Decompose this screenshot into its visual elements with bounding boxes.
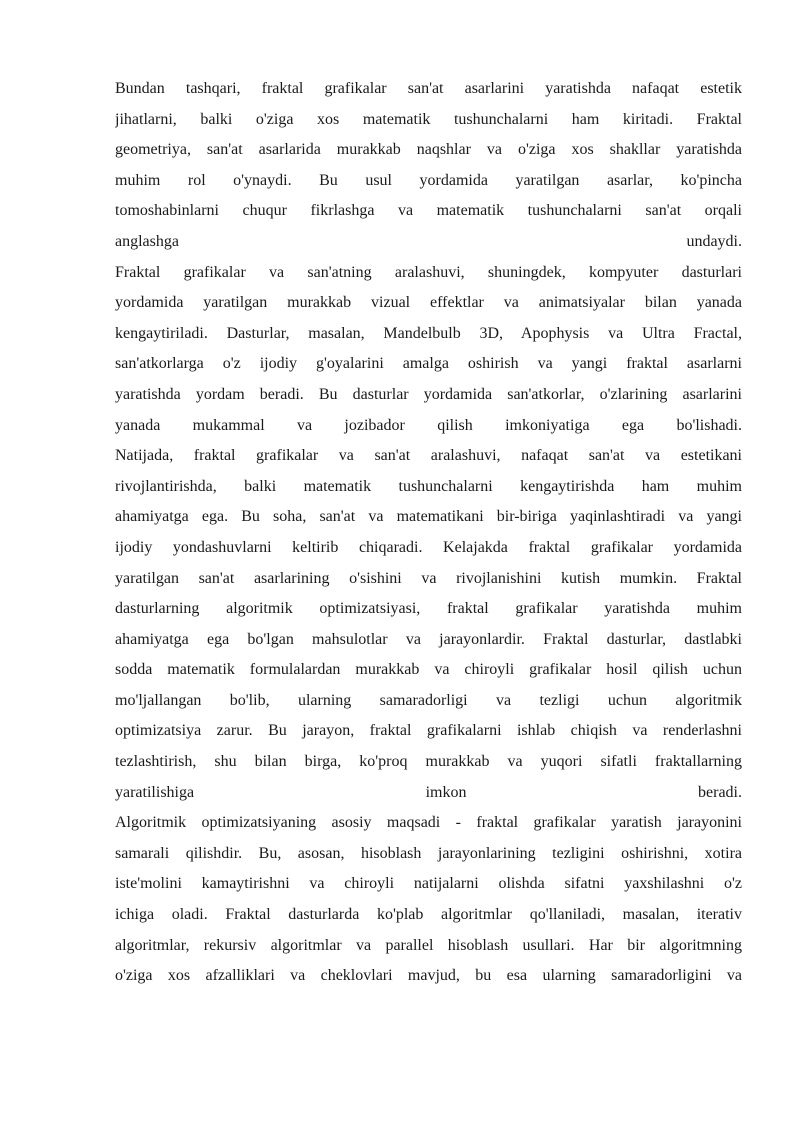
text-line: o'ziga xos afzalliklari va cheklovlari mavjud, bu esa ularning samaradorligini va	[115, 967, 742, 985]
text-line: mo'ljallangan bo'lib, ularning samaradorligi va tezligi uchun algoritmik	[115, 691, 742, 709]
text-line: ahamiyatga ega. Bu soha, san'at va matematikani bir-biriga yaqinlashtiradi va yangi	[115, 508, 742, 526]
text-line: ichiga oladi. Fraktal dasturlarda ko'plab algoritmlar qo'llaniladi, masalan, iterativ	[115, 906, 742, 924]
text-line: yordamida yaratilgan murakkab vizual effektlar va animatsiyalar bilan yanada	[115, 294, 742, 312]
text-line: yaratishda yordam beradi. Bu dasturlar yordamida san'atkorlar, o'zlarining asarlarini	[115, 385, 742, 403]
text-line: algoritmlar, rekursiv algoritmlar va parallel hisoblash usullari. Har bir algoritmning	[115, 936, 742, 954]
text-line: tomoshabinlarni chuqur fikrlashga va matematik tushunchalarni san'at orqali	[115, 202, 742, 220]
text-line: iste'molini kamaytirishni va chiroyli natijalarni olishda sifatni yaxshilashni o'z	[115, 875, 742, 893]
text-line: yanada mukammal va jozibador qilish imkoniyatiga ega bo'lishadi.	[115, 416, 742, 434]
text-line: yaratilgan san'at asarlarining o'sishini va rivojlanishini kutish mumkin. Fraktal	[115, 569, 742, 587]
document-body-text	[115, 74, 742, 992]
text-line: Natijada, fraktal grafikalar va san'at aralashuvi, nafaqat san'at va estetikani	[115, 447, 742, 465]
text-line: Fraktal grafikalar va san'atning aralashuvi, shuningdek, kompyuter dasturlari	[115, 263, 742, 281]
text-line: yaratilishiga imkon beradi.	[115, 783, 742, 801]
text-line: muhim rol o'ynaydi. Bu usul yordamida yaratilgan asarlar, ko'pincha	[115, 171, 742, 189]
text-line: rivojlantirishda, balki matematik tushunchalarni kengaytirishda ham muhim	[115, 477, 742, 495]
text-line: jihatlarni, balki o'ziga xos matematik tushunchalarni ham kiritadi. Fraktal	[115, 110, 742, 128]
text-line: samarali qilishdir. Bu, asosan, hisoblash jarayonlarining tezligini oshirishni, xotira	[115, 844, 742, 862]
text-line: geometriya, san'at asarlarida murakkab naqshlar va o'ziga xos shakllar yaratishda	[115, 141, 742, 159]
text-line: Bundan tashqari, fraktal grafikalar san'at asarlarini yaratishda nafaqat estetik	[115, 80, 742, 97]
text-line: Algoritmik optimizatsiyaning asosiy maqsadi - fraktal grafikalar yaratish jarayonini	[115, 814, 742, 832]
text-line: dasturlarning algoritmik optimizatsiyasi, fraktal grafikalar yaratishda muhim	[115, 600, 742, 618]
text-line: san'atkorlarga o'z ijodiy g'oyalarini amalga oshirish va yangi fraktal asarlarni	[115, 355, 742, 373]
text-line: kengaytiriladi. Dasturlar, masalan, Mandelbulb 3D, Apophysis va Ultra Fractal,	[115, 324, 742, 342]
text-line: anglashga undaydi.	[115, 232, 742, 250]
text-line: tezlashtirish, shu bilan birga, ko'proq murakkab va yuqori sifatli fraktallarning	[115, 753, 742, 771]
text-line: ahamiyatga ega bo'lgan mahsulotlar va jarayonlardir. Fraktal dasturlar, dastlabki	[115, 630, 742, 648]
text-line: sodda matematik formulalardan murakkab va chiroyli grafikalar hosil qilish uchun	[115, 661, 742, 679]
text-line: ijodiy yondashuvlarni keltirib chiqaradi. Kelajakda fraktal grafikalar yordamida	[115, 538, 742, 556]
text-line: optimizatsiya zarur. Bu jarayon, fraktal grafikalarni ishlab chiqish va renderlashni	[115, 722, 742, 740]
